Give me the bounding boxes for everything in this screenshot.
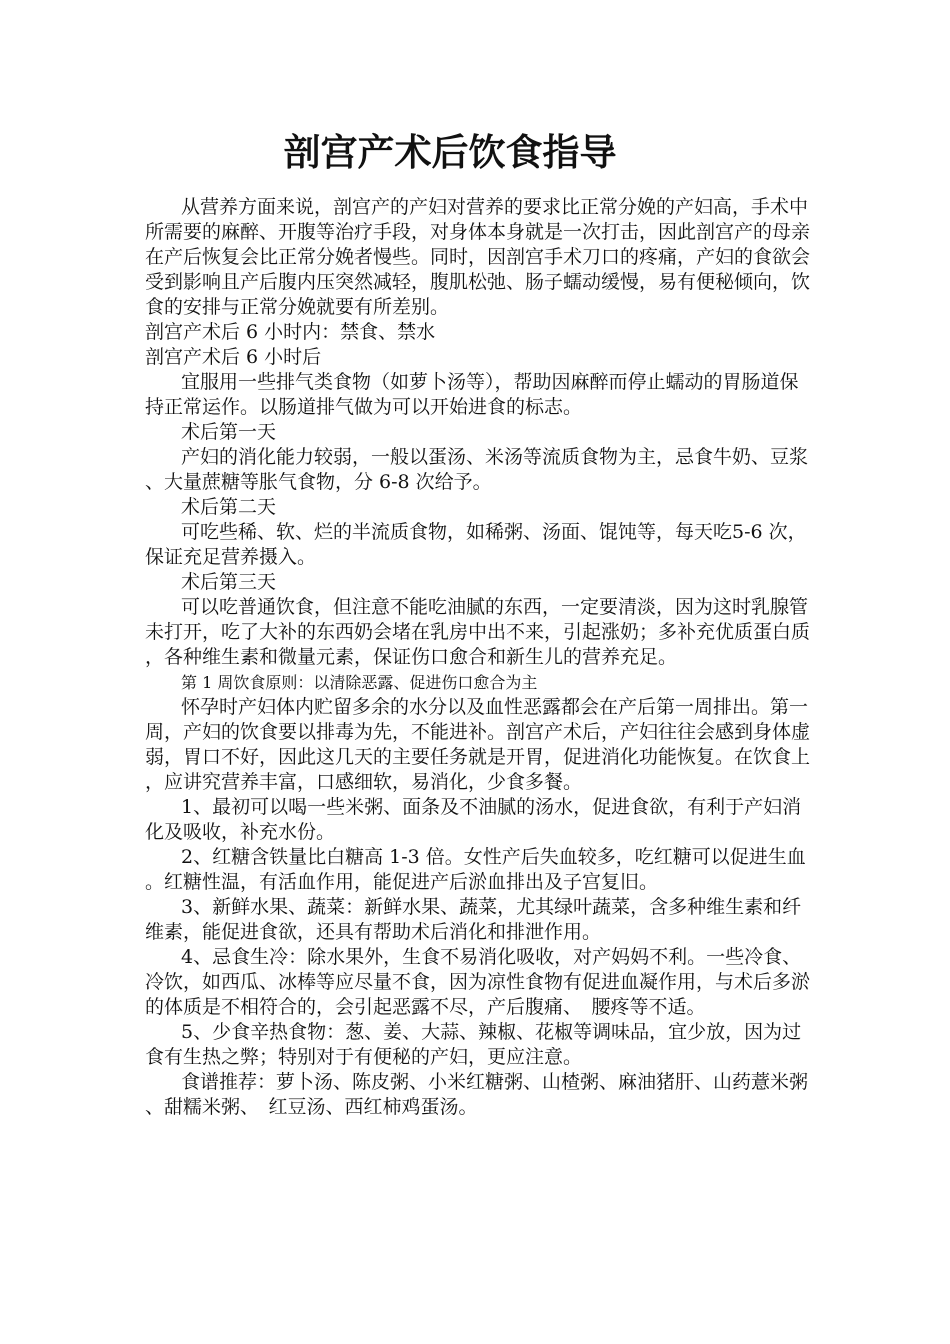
list-item-2: 2、红糖含铁量比白糖高 1-3 倍。女性产后失血较多，吃红糖可以促进生血。红糖性温，有活血作用，能促进产后淤血排出及子宫复旧。 bbox=[145, 846, 806, 893]
list-item-5: 5、少食辛热食物：葱、姜、大蒜、辣椒、花椒等调味品，宜少放，因为过食有生热之弊；特别对于有便秘的产妇，更应注意。 bbox=[145, 1021, 802, 1068]
document-body bbox=[145, 195, 817, 1120]
paragraph-exhaust-food: 宜服用一些排气类食物（如萝卜汤等），帮助因麻醉而停止蠕动的胃肠道保持正常运作。以肠道排气做为可以开始进食的标志。 bbox=[145, 371, 799, 418]
paragraph-recipes: 食谱推荐：萝卜汤、陈皮粥、小米红糖粥、山楂粥、麻油猪肝、山药薏米粥、甜糯米粥、 红豆汤、西红柿鸡蛋汤。 bbox=[145, 1071, 809, 1118]
list-item-4: 4、忌食生冷：除水果外，生食不易消化吸收，对产妈妈不利。一些冷食、冷饮，如西瓜、冰棒等应尽量不食，因为凉性食物有促进血凝作用，与术后多淤的体质是不相符合的，会引起恶露不尽，产后腹痛、 腰疼等不适。 bbox=[145, 946, 811, 1018]
paragraph-intro: 从营养方面来说，剖宫产的产妇对营养的要求比正常分娩的产妇高，手术中所需要的麻醉、开腹等治疗手段，对身体本身就是一次打击，因此剖宫产的母亲在产后恢复会比正常分娩者慢些。同时，因剖宫手术刀口的疼痛，产妇的食欲会受到影响且产后腹内压突然减轻，腹肌松弛、肠子蠕动缓慢，易有便秘倾向，饮食的安排与正常分娩就要有所差别。 bbox=[145, 196, 811, 318]
paragraph-6h-within: 剖宫产术后 6 小时内：禁食、禁水 bbox=[145, 321, 436, 343]
paragraph-day-1: 产妇的消化能力较弱，一般以蛋汤、米汤等流质食物为主，忌食牛奶、豆浆、大量蔗糖等胀气食物，分 6-8 次给予。 bbox=[145, 446, 809, 493]
list-item-3: 3、新鲜水果、蔬菜：新鲜水果、蔬菜，尤其绿叶蔬菜，含多种维生素和纤维素，能促进食欲，还具有帮助术后消化和排泄作用。 bbox=[145, 896, 802, 943]
document-title: 剖宫产术后饮食指导 bbox=[283, 131, 617, 174]
heading-week-1: 第 1 周饮食原则：以清除恶露、促进伤口愈合为主 bbox=[181, 673, 538, 692]
paragraph-week-1: 怀孕时产妇体内贮留多余的水分以及血性恶露都会在产后第一周排出。第一周，产妇的饮食要以排毒为先，不能进补。剖宫产术后，产妇往往会感到身体虚弱，胃口不好，因此这几天的主要任务就是开胃，促进消化功能恢复。在饮食上，应讲究营养丰富，口感细软，易消化，少食多餐。 bbox=[145, 696, 811, 793]
heading-day-2: 术后第二天 bbox=[181, 496, 277, 518]
heading-day-1: 术后第一天 bbox=[181, 421, 277, 443]
paragraph-day-3: 可以吃普通饮食，但注意不能吃油腻的东西，一定要清淡，因为这时乳腺管未打开，吃了大补的东西奶会堵在乳房中出不来，引起涨奶；多补充优质蛋白质，各种维生素和微量元素，保证伤口愈合和新生儿的营养充足。 bbox=[145, 596, 811, 668]
list-item-1: 1、最初可以喝一些米粥、面条及不油腻的汤水，促进食欲，有利于产妇消化及吸收，补充水份。 bbox=[145, 796, 802, 843]
heading-day-3: 术后第三天 bbox=[181, 571, 277, 593]
paragraph-6h-after: 剖宫产术后 6 小时后 bbox=[145, 346, 322, 368]
paragraph-day-2: 可吃些稀、软、烂的半流质食物，如稀粥、汤面、馄饨等，每天吃5-6 次，保证充足营养摄入。 bbox=[145, 521, 807, 568]
